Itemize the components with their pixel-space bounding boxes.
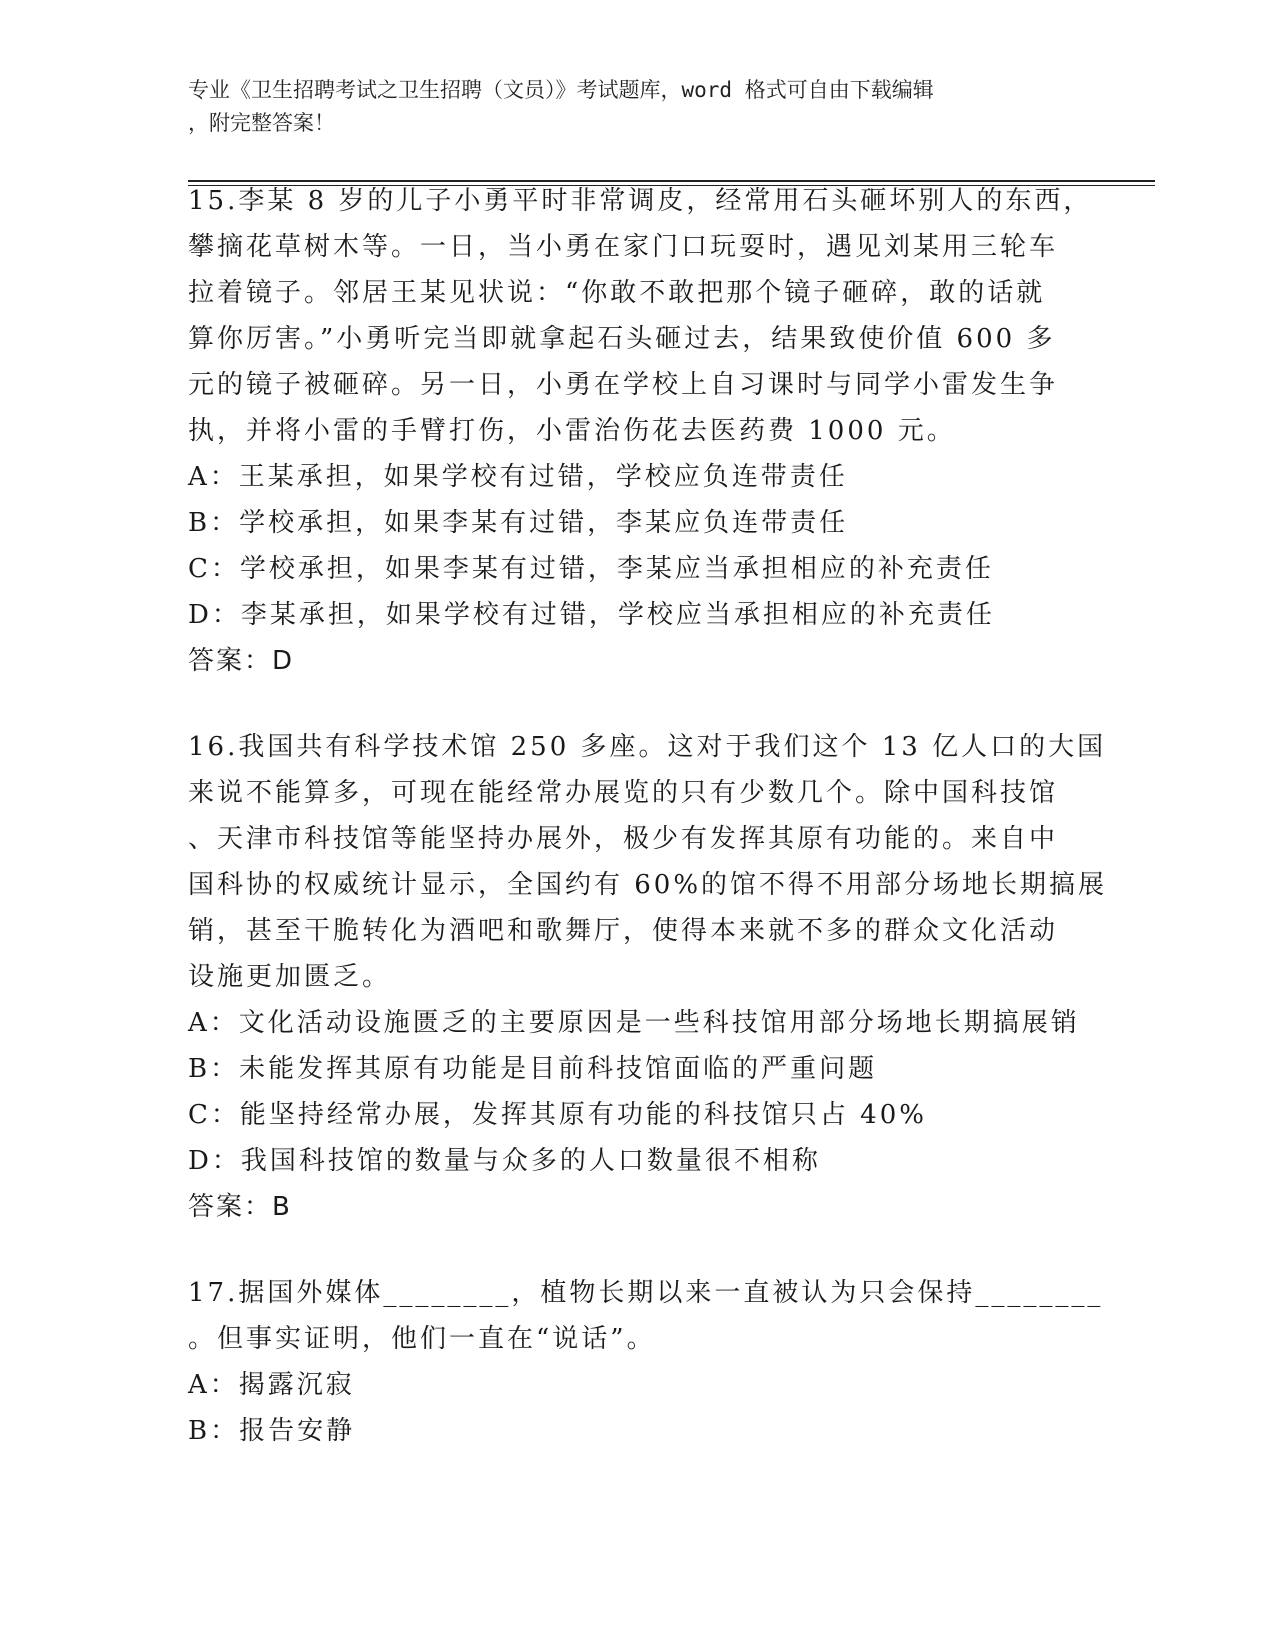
question-16: [188, 724, 1108, 1230]
question-stem-line: 执，并将小雷的手臂打伤，小雷治伤花去医药费 1000 元。: [188, 416, 956, 446]
option-a: A：王某承担，如果学校有过错，学校应负连带责任: [188, 462, 848, 492]
question-stem-line: 国科协的权威统计显示，全国约有 60%的馆不得不用部分场地长期搞展: [188, 870, 1108, 900]
option-c: C：能坚持经常办展，发挥其原有功能的科技馆只占 40%: [188, 1100, 927, 1130]
question-stem-line: 17.据国外媒体________，植物长期以来一直被认为只会保持________: [188, 1278, 1104, 1308]
answer-label: 答案：D: [188, 646, 295, 676]
question-15: [188, 178, 1093, 684]
question-17: [188, 1270, 1104, 1454]
question-stem-line: 拉着镜子。邻居王某见状说：“你敢不敢把那个镜子砸碎，敢的话就: [188, 278, 1046, 308]
header-line-2: ，附完整答案！: [188, 111, 335, 135]
header-line-1: 专业《卫生招聘考试之卫生招聘（文员）》考试题库，word 格式可自由下载编辑: [188, 78, 934, 102]
option-d: D：我国科技馆的数量与众多的人口数量很不相称: [188, 1146, 821, 1176]
document-header: [188, 74, 1088, 140]
question-stem-line: 。但事实证明，他们一直在“说话”。: [188, 1324, 656, 1354]
question-stem-line: 攀摘花草树木等。一日，当小勇在家门口玩耍时，遇见刘某用三轮车: [188, 232, 1059, 262]
question-stem-line: 销，甚至干脆转化为酒吧和歌舞厅，使得本来就不多的群众文化活动: [188, 916, 1059, 946]
option-c: C：学校承担，如果李某有过错，李某应当承担相应的补充责任: [188, 554, 994, 584]
option-d: D：李某承担，如果学校有过错，学校应当承担相应的补充责任: [188, 600, 995, 630]
option-a: A：揭露沉寂: [188, 1370, 355, 1400]
option-b: B：学校承担，如果李某有过错，李某应负连带责任: [188, 508, 849, 538]
question-stem-line: 来说不能算多，可现在能经常办展览的只有少数几个。除中国科技馆: [188, 778, 1059, 808]
option-b: B：未能发挥其原有功能是目前科技馆面临的严重问题: [188, 1054, 878, 1084]
option-a: A：文化活动设施匮乏的主要原因是一些科技馆用部分场地长期搞展销: [188, 1008, 1080, 1038]
question-stem-line: 算你厉害。”小勇听完当即就拿起石头砸过去，结果致使价值 600 多: [188, 324, 1056, 354]
answer-label: 答案：B: [188, 1192, 292, 1222]
question-stem-line: 元的镜子被砸碎。另一日，小勇在学校上自习课时与同学小雷发生争: [188, 370, 1059, 400]
question-stem-line: 16.我国共有科学技术馆 250 多座。这对于我们这个 13 亿人口的大国: [188, 732, 1107, 762]
question-stem-line: 、天津市科技馆等能坚持办展外，极少有发挥其原有功能的。来自中: [188, 824, 1059, 854]
question-stem-line: 设施更加匮乏。: [188, 962, 392, 992]
question-stem-line: 15.李某 8 岁的儿子小勇平时非常调皮，经常用石头砸坏别人的东西，: [188, 186, 1093, 216]
option-b: B：报告安静: [188, 1416, 356, 1446]
